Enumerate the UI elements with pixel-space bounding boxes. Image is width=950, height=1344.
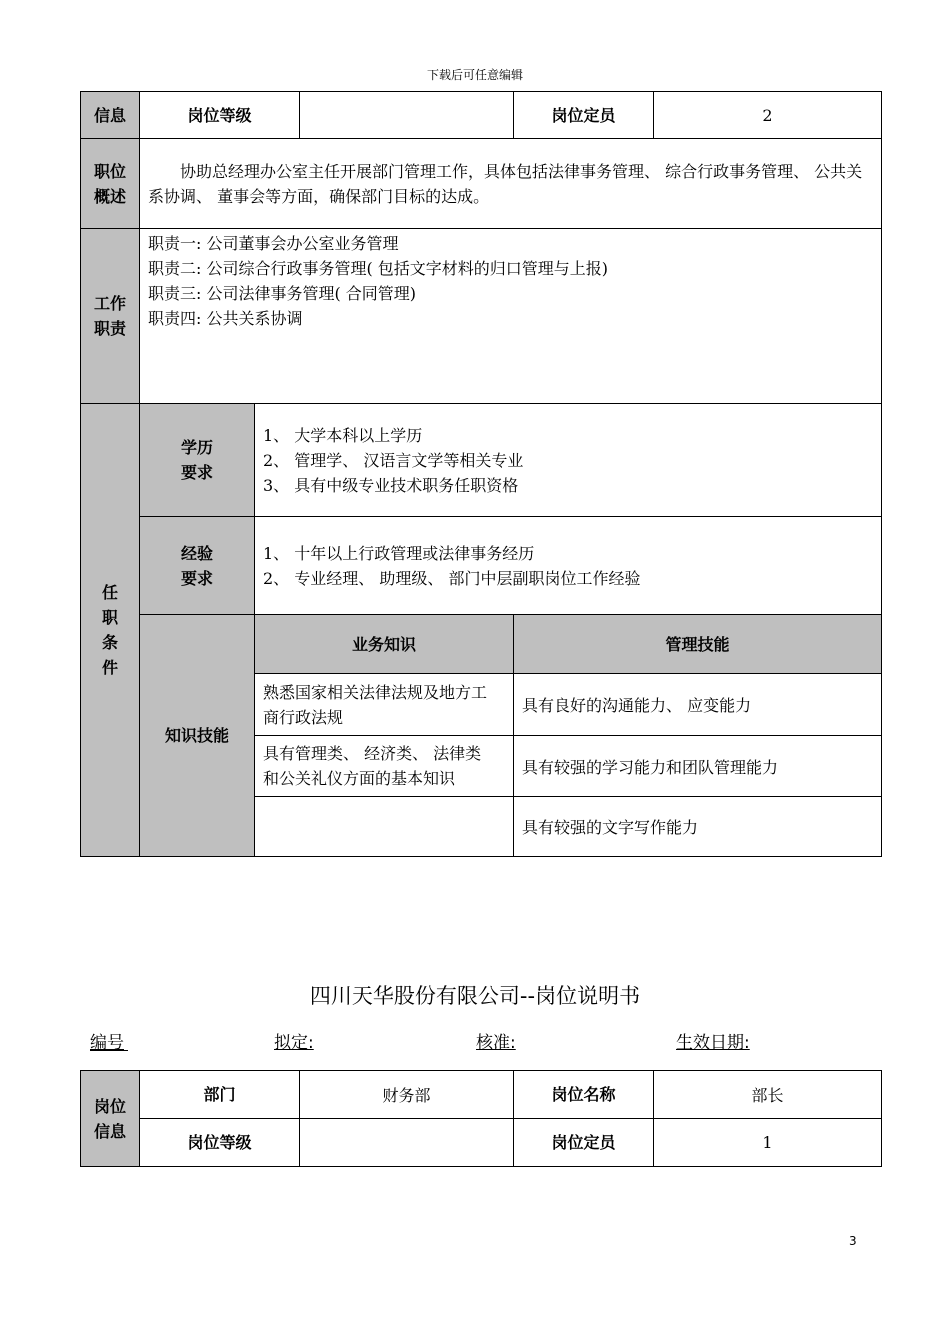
requirements-label-char: 件 (101, 658, 118, 677)
knowledge-line: 具有管理类、 经济类、 法律类 (263, 744, 482, 763)
info-label: 信息 (81, 92, 140, 139)
education-item: 1、 大学本科以上学历 (263, 425, 423, 445)
position-name-label: 岗位名称 (514, 1071, 654, 1119)
sign-row (90, 1028, 870, 1052)
knowledge-line: 和公关礼仪方面的基本知识 (263, 769, 456, 788)
duty-item: 职责一: 公司董事会办公室业务管理 (148, 234, 399, 253)
headcount-value: 1 (654, 1119, 882, 1167)
effective-date-label: 生效日期: (676, 1033, 750, 1053)
position-table-1 (80, 91, 882, 857)
number-label: 编号 (90, 1033, 124, 1053)
knowledge-label: 知识技能 (140, 615, 255, 857)
requirements-label-char: 任 (101, 583, 118, 602)
knowledge-line: 商行政法规 (263, 707, 344, 727)
duty-item: 职责三: 公司法律事务管理( 合同管理) (148, 284, 417, 303)
position-info-label-line: 岗位 (93, 1096, 126, 1116)
experience-label-line: 要求 (180, 568, 213, 588)
experience-item: 2、 专业经理、 助理级、 部门中层副职岗位工作经验 (263, 568, 641, 588)
headcount-label: 岗位定员 (514, 92, 654, 139)
grade-label: 岗位等级 (140, 1119, 300, 1167)
position-info-label (81, 1071, 140, 1167)
draft-label: 拟定: (274, 1033, 314, 1053)
experience-list (255, 517, 882, 615)
position-info-label-line: 信息 (93, 1121, 126, 1141)
education-label-line: 学历 (180, 438, 213, 457)
skill-col-header: 管理技能 (514, 615, 882, 674)
overview-text: 协助总经理办公室主任开展部门管理工作，具体包括法律事务管理、 综合行政事务管理、 公共关系协调、 董事会等方面，确保部门目标的达成。 (140, 139, 882, 229)
headcount-value: 2 (654, 92, 882, 139)
education-item: 3、 具有中级专业技术职务任职资格 (263, 475, 519, 495)
position-name-value: 部长 (654, 1071, 882, 1119)
knowledge-cell (255, 674, 514, 736)
document-title: 四川天华股份有限公司--岗位说明书 (309, 984, 641, 1008)
knowledge-col-header: 业务知识 (255, 615, 514, 674)
knowledge-line: 熟悉国家相关法律法规及地方工 (263, 682, 488, 702)
approve-label: 核准: (476, 1033, 516, 1053)
page-number: 3 (849, 1234, 857, 1248)
requirements-label-char: 条 (101, 633, 118, 652)
duties-list (140, 229, 882, 404)
education-label-line: 要求 (180, 463, 213, 482)
overview-label (81, 139, 140, 229)
grade-label: 岗位等级 (140, 92, 300, 139)
duty-item: 职责二: 公司综合行政事务管理( 包括文字材料的归口管理与上报) (148, 259, 609, 278)
header-note: 下载后可任意编辑 (426, 68, 523, 82)
overview-label-line: 概述 (93, 186, 126, 206)
experience-item: 1、 十年以上行政管理或法律事务经历 (263, 543, 535, 563)
knowledge-cell-empty (255, 797, 514, 857)
duties-label (81, 229, 140, 404)
grade-value (300, 92, 514, 139)
dept-value: 财务部 (300, 1071, 514, 1119)
duty-item: 职责四: 公共关系协调 (148, 309, 303, 328)
education-label (140, 404, 255, 517)
headcount-label: 岗位定员 (514, 1119, 654, 1167)
skill-cell: 具有较强的文字写作能力 (514, 797, 882, 857)
duties-label-line: 职责 (93, 319, 126, 338)
skill-cell: 具有较强的学习能力和团队管理能力 (514, 736, 882, 797)
duties-label-line: 工作 (93, 294, 126, 313)
skill-cell: 具有良好的沟通能力、 应变能力 (514, 674, 882, 736)
dept-label: 部门 (140, 1071, 300, 1119)
experience-label-line: 经验 (180, 543, 213, 563)
education-list (255, 404, 882, 517)
requirements-label-char: 职 (101, 608, 118, 627)
position-table-2 (80, 1070, 882, 1167)
grade-value (300, 1119, 514, 1167)
overview-label-line: 职位 (93, 161, 126, 181)
knowledge-cell (255, 736, 514, 797)
requirements-label (81, 404, 140, 857)
experience-label (140, 517, 255, 615)
education-item: 2、 管理学、 汉语言文学等相关专业 (263, 450, 524, 470)
